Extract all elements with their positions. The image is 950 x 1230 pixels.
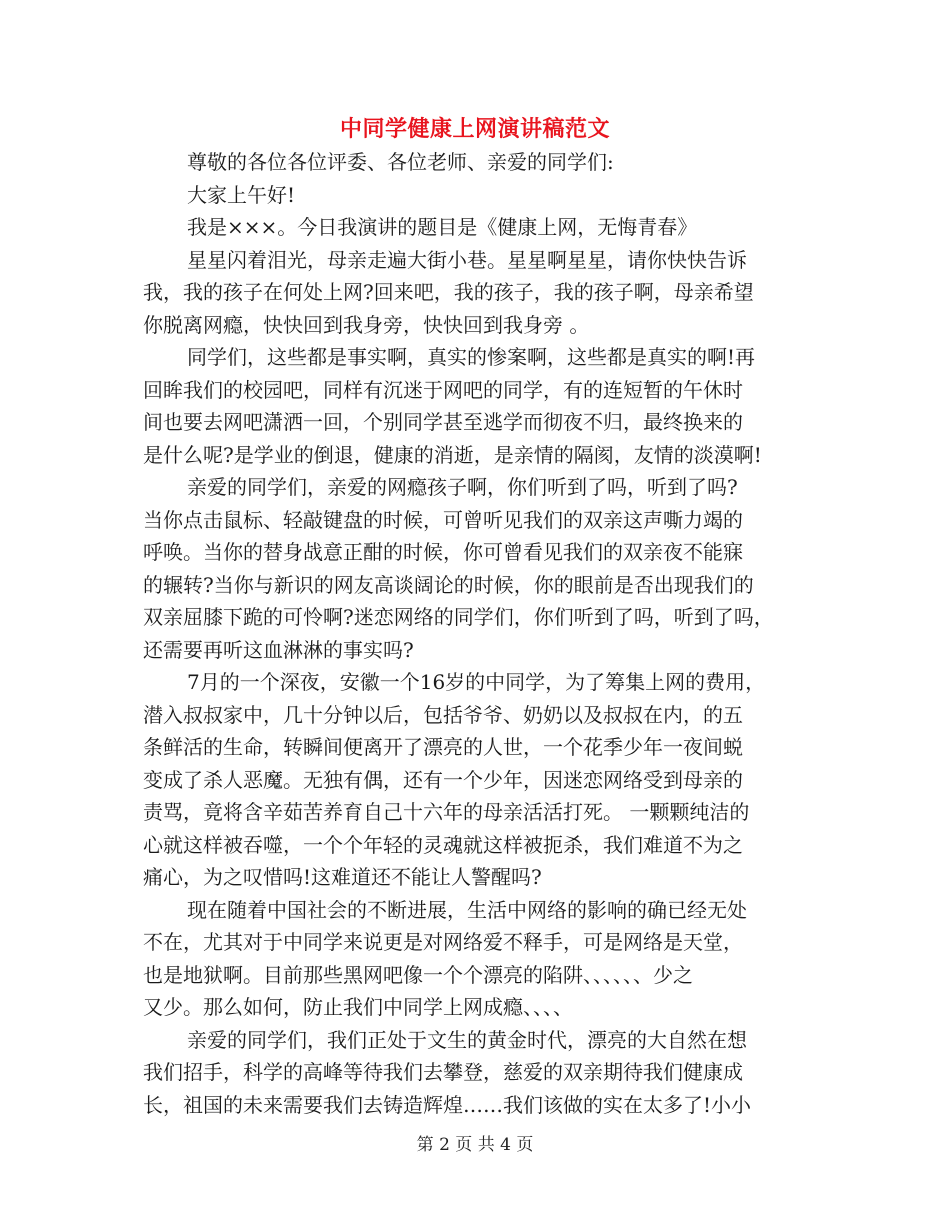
body-line: 也是地狱啊。目前那些黑网吧像一个个漂亮的陷阱、、、、、、少之: [143, 962, 693, 987]
body-line: 的辗转?当你与新识的网友高谈阔论的时候，你的眼前是否出现我们的: [143, 572, 754, 597]
page-number: 第 2 页 共 4 页: [416, 1135, 534, 1155]
body-line: 责骂，竟将含辛茹苦养育自己十六年的母亲活活打死。 一颗颗纯洁的: [143, 800, 750, 824]
body-line: 潜入叔叔家中，几十分钟以后，包括爷爷、奶奶以及叔叔在内，的五: [143, 702, 743, 727]
document-body: [143, 146, 823, 1121]
body-line: 双亲屈膝下跪的可怜啊?迷恋网络的同学们，你们听到了吗，听到了吗，: [143, 605, 774, 629]
body-line: 你脱离网瘾，快快回到我身旁，快快回到我身旁 。: [143, 312, 590, 337]
body-line: 亲爱的同学们，亲爱的网瘾孩子啊，你们听到了吗，听到了吗?: [187, 475, 738, 499]
body-line: 不在，尤其对于中同学来说更是对网络爱不释手，可是网络是天堂，: [143, 930, 743, 954]
body-line: 同学们，这些都是事实啊，真实的惨案啊，这些都是真实的啊!再: [187, 345, 756, 369]
body-line: 我，我的孩子在何处上网?回来吧，我的孩子，我的孩子啊，母亲希望: [143, 280, 754, 304]
body-line: 又少。那么如何，防止我们中同学上网成瘾、、、、: [143, 995, 573, 1019]
body-line: 尊敬的各位各位评委、各位老师、亲爱的同学们:: [187, 150, 614, 174]
body-line: 现在随着中国社会的不断进展，生活中网络的影响的确已经无处: [187, 897, 747, 922]
body-line: 呼唤。当你的替身战意正酣的时候，你可曾看见我们的双亲夜不能寐: [143, 540, 743, 564]
body-line: 7月的一个深夜，安徽一个16岁的中同学，为了筹集上网的费用，: [187, 670, 766, 694]
body-line: 还需要再听这血淋淋的事实吗?: [143, 637, 414, 662]
body-line: 痛心，为之叹惜吗!这难道还不能让人警醒吗?: [143, 865, 542, 889]
body-line: 我是×××。今日我演讲的题目是《健康上网，无悔青春》: [187, 215, 698, 239]
body-line: 大家上午好!: [187, 182, 296, 207]
body-line: 当你点击鼠标、轻敲键盘的时候，可曾听见我们的双亲这声嘶力竭的: [143, 507, 743, 532]
body-line: 是什么呢?是学业的倒退，健康的消逝，是亲情的隔阂，友情的淡漠啊!: [143, 442, 762, 467]
body-line: 我们招手，科学的高峰等待我们去攀登，慈爱的双亲期待我们健康成: [143, 1060, 743, 1084]
body-line: 条鲜活的生命，转瞬间便离开了漂亮的人世，一个花季少年一夜间蜕: [143, 735, 743, 759]
body-line: 星星闪着泪光，母亲走遍大街小巷。星星啊星星，请你快快告诉: [187, 247, 747, 272]
body-line: 长，祖国的未来需要我们去铸造辉煌……我们该做的实在太多了!小小: [143, 1092, 752, 1117]
body-line: 间也要去网吧潇洒一回，个别同学甚至逃学而彻夜不归，最终换来的: [143, 410, 743, 434]
document-title: 中同学健康上网演讲稿范文: [339, 116, 610, 142]
body-line: 变成了杀人恶魔。无独有偶，还有一个少年，因迷恋网络受到母亲的: [143, 767, 743, 792]
body-line: 回眸我们的校园吧，同样有沉迷于网吧的同学，有的连短暂的午休时: [143, 377, 743, 402]
body-line: 亲爱的同学们，我们正处于文生的黄金时代，漂亮的大自然在想: [187, 1027, 747, 1052]
body-line: 心就这样被吞噬，一个个年轻的灵魂就这样被扼杀，我们难道不为之: [143, 832, 743, 857]
